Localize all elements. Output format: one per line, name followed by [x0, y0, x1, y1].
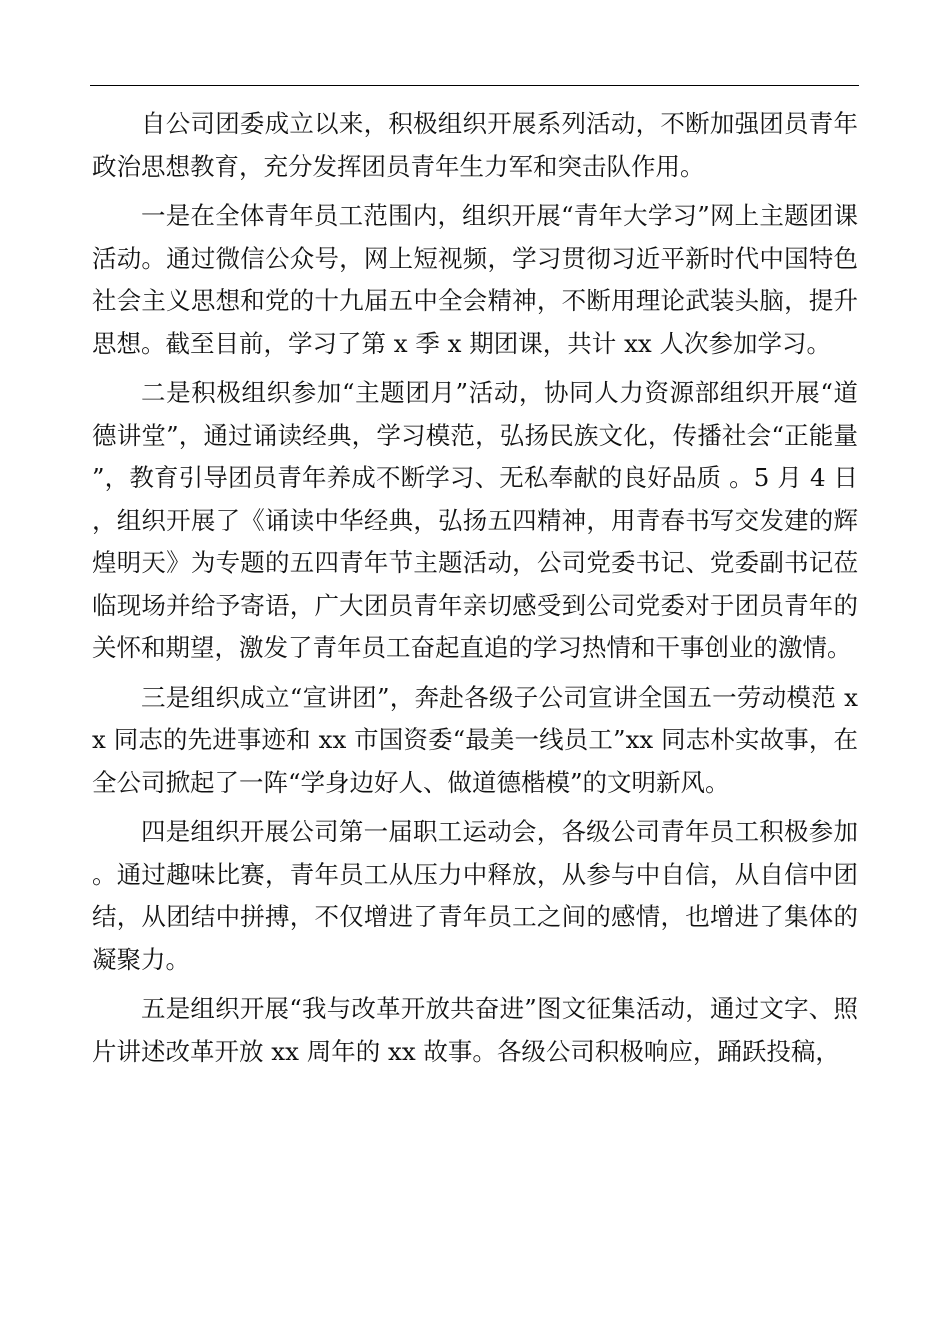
paragraph-item-1: 一是在全体青年员工范围内，组织开展“青年大学习”网上主题团课活动。通过微信公众号，网上短视频，学习贯彻习近平新时代中国特色社会主义思想和党的十九届五中全会精神，不断用理论武装头脑，提升思想。截至目前，学习了第 x 季 x 期团课，共计 xx 人次参加学习。	[92, 201, 858, 358]
paragraph-item-2: 二是积极组织参加“主题团月”活动，协同人力资源部组织开展“道德讲堂”，通过诵读经典，学习模范，弘扬民族文化，传播社会“正能量”，教育引导团员青年养成不断学习、无私奉献的良好品质 。5 月 4 日，组织开展了《诵读中华经典，弘扬五四精神，用青春书写交发建的辉煌明天》为专题的五四青年节主题活动，公司党委书记、党委副书记莅临现场并给予寄语，广大团员青年亲切感受到公司党委对于团员青年的关怀和期望，激发了青年员工奋起直追的学习热情和干事创业的激情。	[92, 378, 858, 662]
paragraph-item-4: 四是组织开展公司第一届职工运动会，各级公司青年员工积极参加。通过趣味比赛，青年员工从压力中释放，从参与中自信，从自信中团结，从团结中拼搏，不仅增进了青年员工之间的感情，也增进了集体的凝聚力。	[92, 817, 858, 974]
paragraph-item-5: 五是组织开展“我与改革开放共奋进”图文征集活动，通过文字、照片讲述改革开放 xx 周年的 xx 故事。各级公司积极响应，踊跃投稿，	[92, 994, 858, 1066]
paragraph-item-3: 三是组织成立“宣讲团”，奔赴各级子公司宣讲全国五一劳动模范 xx 同志的先进事迹和 xx 市国资委“最美一线员工”xx 同志朴实故事，在全公司掀起了一阵“学身边好人、做道德楷模”的文明新风。	[92, 682, 858, 797]
document-body	[92, 103, 858, 1080]
header-rule	[90, 85, 859, 86]
paragraph-intro: 自公司团委成立以来，积极组织开展系列活动，不断加强团员青年政治思想教育，充分发挥团员青年生力军和突击队作用。	[92, 109, 858, 181]
